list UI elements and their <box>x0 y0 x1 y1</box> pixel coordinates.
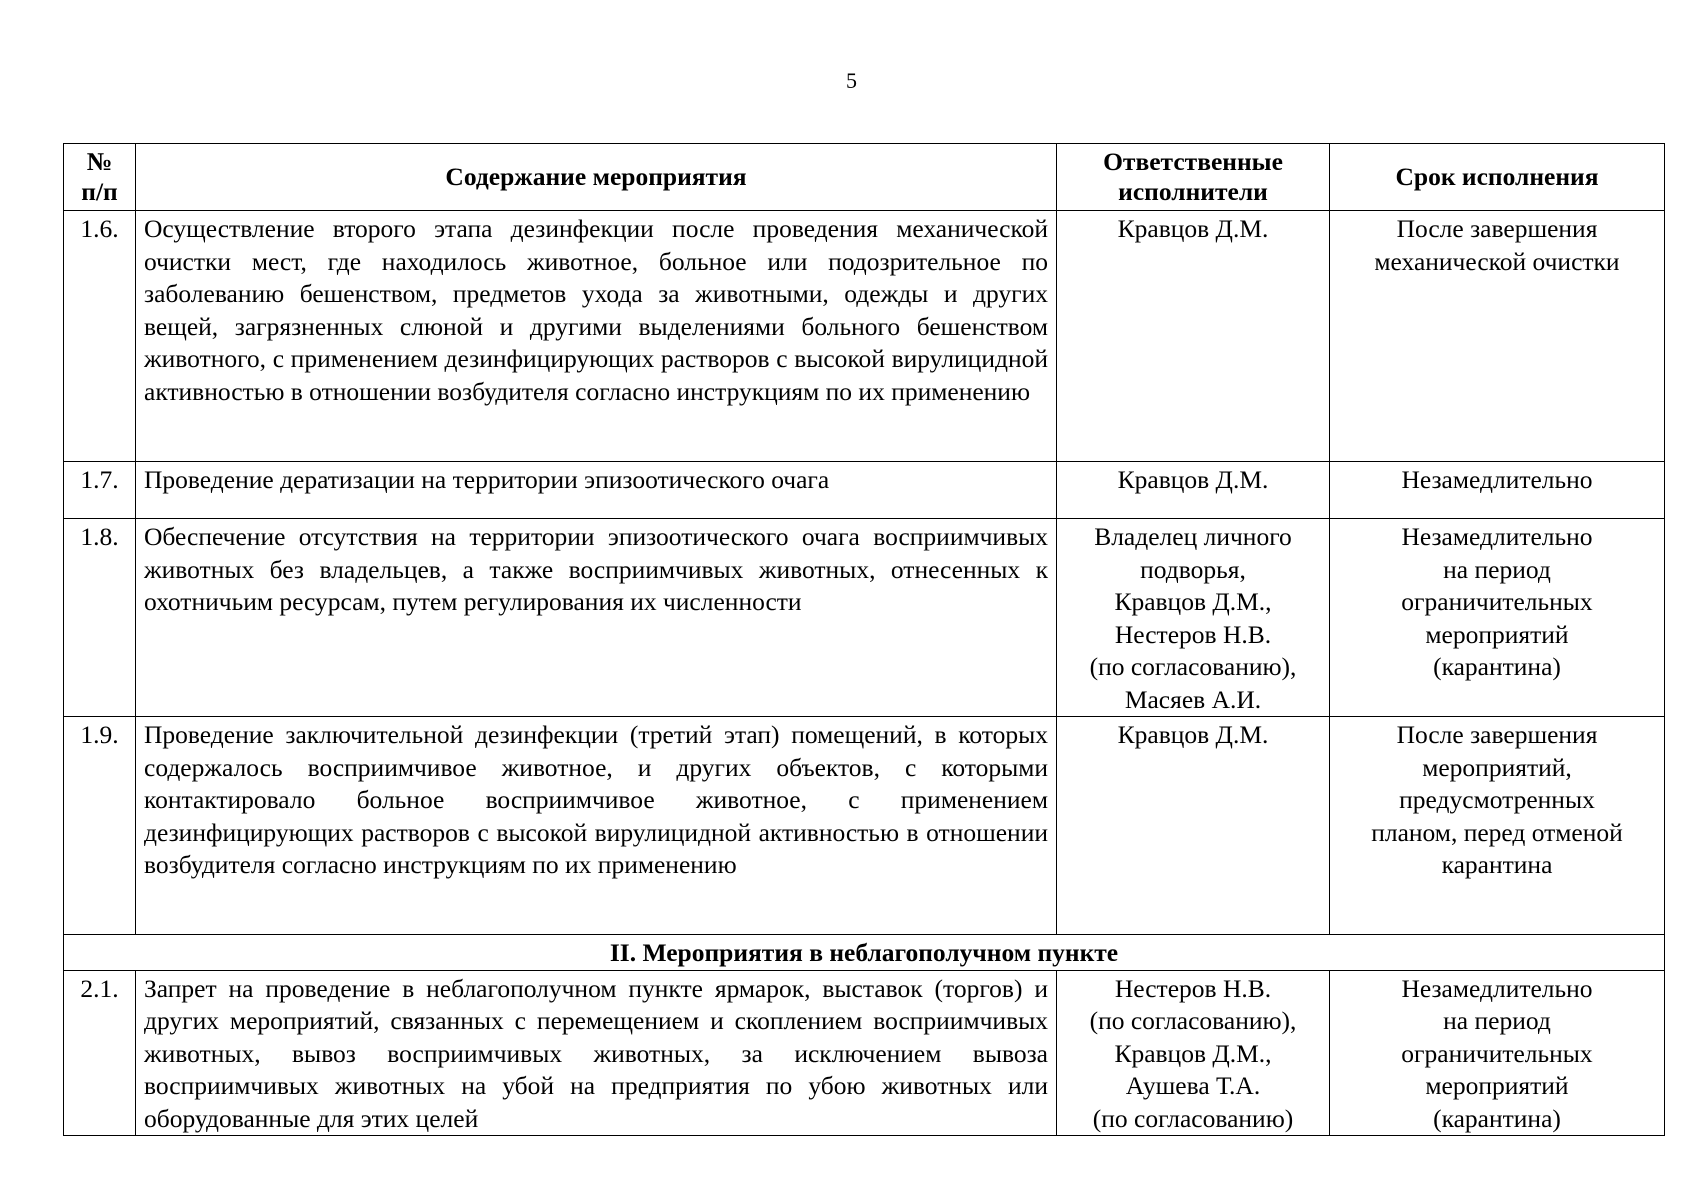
header-num: № п/п <box>64 144 136 211</box>
row-responsible: Кравцов Д.М. <box>1057 462 1330 519</box>
row-number: 1.9. <box>64 717 136 935</box>
row-deadline: После завершения мероприятий, предусмотренных планом, перед отменой карантина <box>1330 717 1665 935</box>
row-content: Проведение заключительной дезинфекции (третий этап) помещений, в которых содержалось восприимчивое животное, и других объектов, с которыми контактировало больное восприимчивое животное, с применением дезинфицирующих растворов с высокой вирулицидной активностью в отношении возбудителя согласно инструкциям по их применению <box>136 717 1057 935</box>
row-responsible: Владелец личного подворья, Кравцов Д.М., Нестеров Н.В. (по согласованию), Масяев А.И. <box>1057 519 1330 717</box>
row-deadline: Незамедлительно на период ограничительных мероприятий (карантина) <box>1330 519 1665 717</box>
row-responsible: Нестеров Н.В. (по согласованию), Кравцов Д.М., Аушева Т.А. (по согласованию) <box>1057 970 1330 1136</box>
row-number: 2.1. <box>64 970 136 1136</box>
header-deadline: Срок исполнения <box>1330 144 1665 211</box>
row-responsible: Кравцов Д.М. <box>1057 717 1330 935</box>
activities-table <box>63 143 1665 1136</box>
section-heading: II. Мероприятия в неблагополучном пункте <box>64 935 1665 971</box>
row-content: Обеспечение отсутствия на территории эпизоотического очага восприимчивых животных без владельцев, а также восприимчивых животных, отнесенных к охотничьим ресурсам, путем регулирования их численности <box>136 519 1057 717</box>
row-number: 1.7. <box>64 462 136 519</box>
section-heading-row <box>64 935 1665 971</box>
row-content: Осуществление второго этапа дезинфекции после проведения механической очистки мест, где находилось животное, больное или подозрительное по заболеванию бешенством, предметов ухода за животными, одежды и других вещей, загрязненных слюной и другими выделениями больного бешенством животного, с применением дезинфицирующих растворов с высокой вирулицидной активностью в отношении возбудителя согласно инструкциям по их применению <box>136 211 1057 462</box>
row-content: Запрет на проведение в неблагополучном пункте ярмарок, выставок (торгов) и других мероприятий, связанных с перемещением и скоплением восприимчивых животных, вывоз восприимчивых животных, за исключением вывоза восприимчивых животных на убой на предприятия по убою животных или оборудованные для этих целей <box>136 970 1057 1136</box>
table-row <box>64 462 1665 519</box>
table-row <box>64 519 1665 717</box>
row-number: 1.6. <box>64 211 136 462</box>
table-row <box>64 211 1665 462</box>
row-number: 1.8. <box>64 519 136 717</box>
table-header-row <box>64 144 1665 211</box>
row-content: Проведение дератизации на территории эпизоотического очага <box>136 462 1057 519</box>
table-row <box>64 970 1665 1136</box>
row-deadline: Незамедлительно <box>1330 462 1665 519</box>
row-responsible: Кравцов Д.М. <box>1057 211 1330 462</box>
row-deadline: Незамедлительно на период ограничительных мероприятий (карантина) <box>1330 970 1665 1136</box>
header-content: Содержание мероприятия <box>136 144 1057 211</box>
header-responsible: Ответственные исполнители <box>1057 144 1330 211</box>
row-deadline: После завершения механической очистки <box>1330 211 1665 462</box>
page-number: 5 <box>846 68 857 93</box>
table-row <box>64 717 1665 935</box>
